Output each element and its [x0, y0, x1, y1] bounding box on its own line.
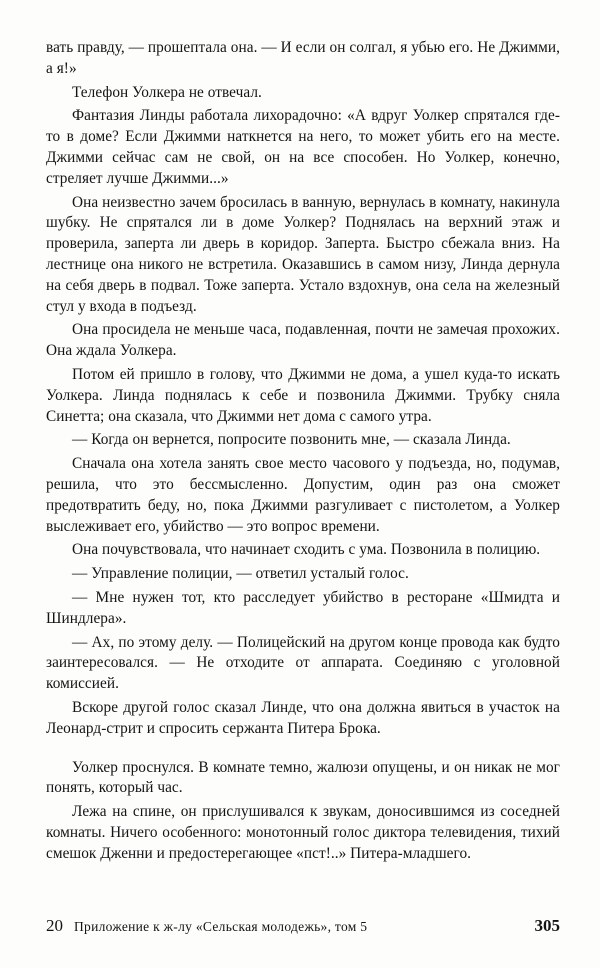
- paragraph: Телефон Уолкера не отвечал.: [72, 83, 262, 101]
- paragraph: Она почувствовала, что начинает сходить с ума. Позвонила в полицию.: [72, 541, 541, 559]
- paragraph: Фантазия Линды работала лихорадочно: «А вдруг Уолкер спрятался где-то в доме? Если Джимми наткнется на него, то может убить его на месте. Джимми сейчас сам не свой, он на все способен. Но Уолкер, конечно, стреляет лучше Джимми...»: [46, 107, 560, 187]
- paragraph: Уолкер проснулся. В комнате темно, жалюзи опущены, и он никак не мог понять, который час.: [46, 758, 560, 797]
- page-footer: [46, 916, 560, 940]
- paragraph: — Мне нужен тот, кто расследует убийство в ресторане «Шмидта и Шиндлера».: [46, 588, 560, 627]
- body-text: [46, 38, 560, 867]
- paragraph: — Управление полиции, — ответил усталый голос.: [72, 565, 409, 583]
- journal-title: Приложение к ж-лу «Сельская молодежь», том 5: [74, 919, 368, 934]
- paragraph: Лежа на спине, он прислушивался к звукам, доносившимся из соседней комнаты. Ничего особенного: монотонный голос диктора телевидения, тихий смешок Дженни и предостерегающее «пст!..» Питера-младшего.: [46, 803, 560, 862]
- paragraph: Она неизвестно зачем бросилась в ванную, вернулась в комнату, накинула шубку. Не спрятался ли в доме Уолкер? Поднялась на верхний этаж и проверила, заперта ли дверь в коридор. Заперта. Быстро сбежала вниз. На лестнице она никого не встретила. Оказавшись в самом низу, Линда дернула на себя дверь в подвал. Тоже заперта. Устало вздохнув, она села на железный стул у входа в подъезд.: [46, 193, 560, 315]
- paragraph: — Когда он вернется, попросите позвонить мне, — сказала Линда.: [72, 431, 511, 449]
- paragraph: Сначала она хотела занять свое место часового у подъезда, но, подумав, решила, что это бессмысленно. Допустим, один раз она сможет предотвратить беду, но, пока Джимми разгуливает с пистолетом, а Уолкер выслеживает его, убийство — это вопрос времени.: [46, 455, 560, 535]
- page-number: 305: [534, 916, 560, 935]
- paragraph: вать правду, — прошептала она. — И если он солгал, я убью его. Не Джимми, а я!»: [46, 39, 560, 77]
- signature-mark: 20: [46, 916, 63, 935]
- paragraph: Вскоре другой голос сказал Линде, что она должна явиться в участок на Леонард-стрит и спросить сержанта Питера Брока.: [46, 698, 560, 737]
- paragraph: Потом ей пришло в голову, что Джимми не дома, а ушел куда-то искать Уолкера. Линда поднялась к себе и позвонила Джимми. Трубку сняла Синетта; она сказала, что Джимми нет дома с самого утра.: [46, 365, 560, 425]
- paragraph: Она просидела не меньше часа, подавленная, почти не замечая прохожих. Она ждала Уолкера.: [46, 321, 560, 360]
- paragraph: — Ах, по этому делу. — Полицейский на другом конце провода как будто заинтересовался. — Не отходите от аппарата. Соединяю с уголовной комиссией.: [46, 633, 560, 693]
